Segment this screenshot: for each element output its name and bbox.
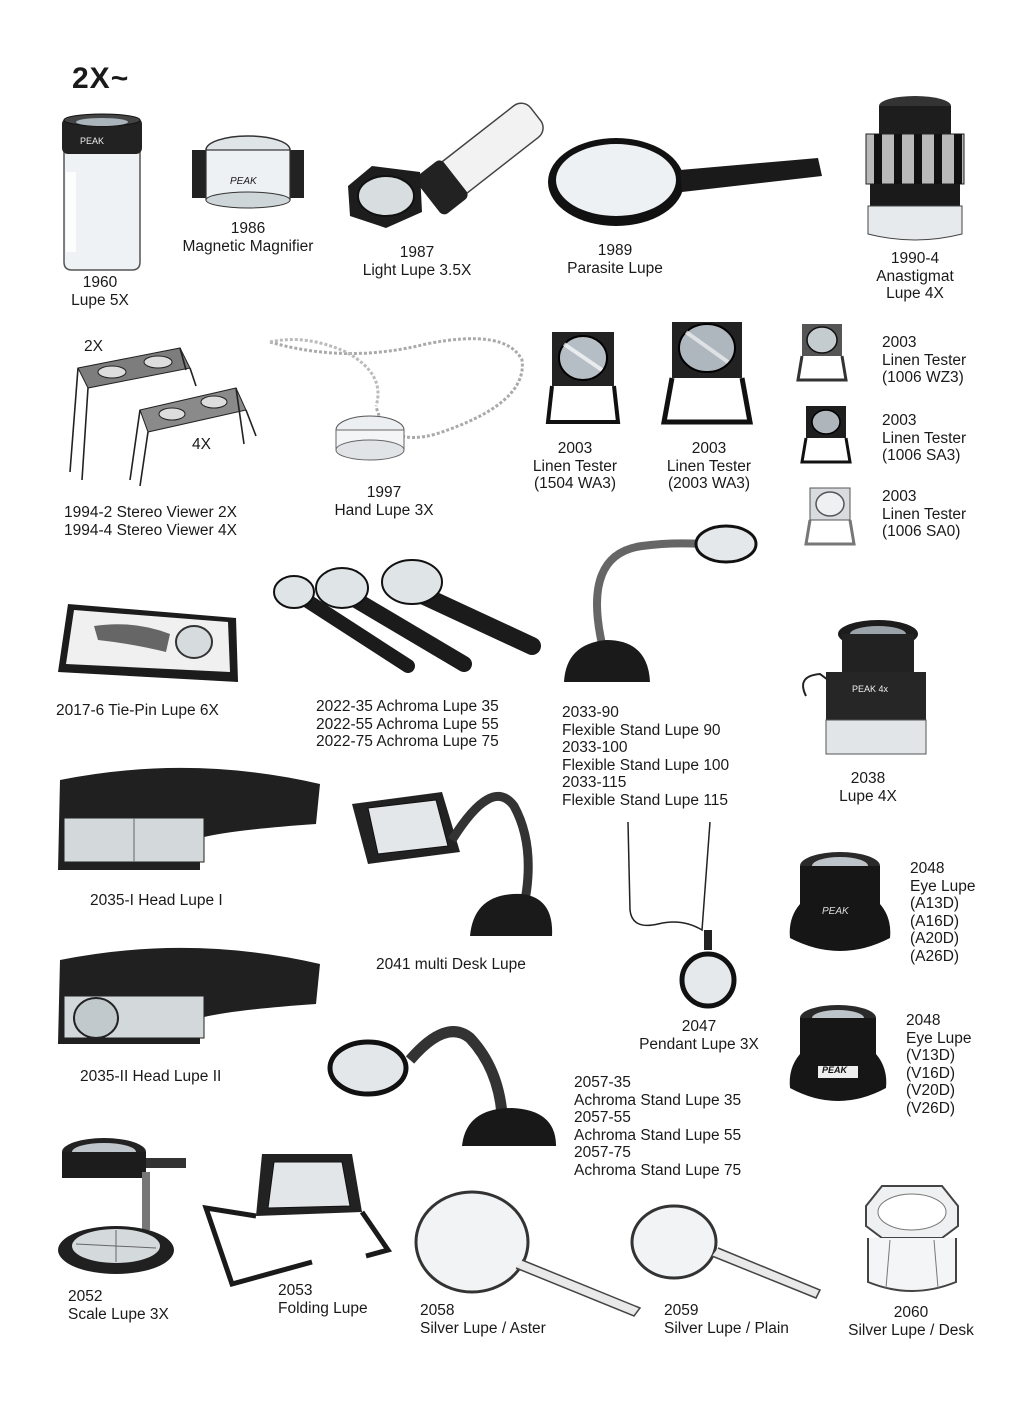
magnetic-magnifier-illustration <box>192 128 304 210</box>
caption-1990-4: 1990-4 Anastigmat Lupe 4X <box>876 250 954 302</box>
caption-1989: 1989 Parasite Lupe <box>567 242 663 277</box>
brand-label: PEAK <box>80 136 105 146</box>
parasite-lupe-illustration <box>546 136 826 230</box>
caption-2060: 2060 Silver Lupe / Desk <box>848 1304 974 1339</box>
caption-1987: 1987 Light Lupe 3.5X <box>362 244 472 279</box>
caption-2047: 2047 Pendant Lupe 3X <box>639 1018 759 1053</box>
eye-lupe-a-illustration <box>788 848 892 960</box>
caption-2003-sa3: 2003 Linen Tester (1006 SA3) <box>882 412 967 464</box>
caption-2038: 2038 Lupe 4X <box>839 770 897 805</box>
caption-2048-a: 2048 Eye Lupe (A13D) (A16D) (A20D) (A26D) <box>910 860 976 965</box>
caption-2003-wz3: 2003 Linen Tester (1006 WZ3) <box>882 334 967 386</box>
silver-lupe-desk-illustration <box>862 1182 962 1298</box>
brand-label: PEAK <box>822 1065 848 1075</box>
caption-2003-sa0: 2003 Linen Tester (1006 SA0) <box>882 488 967 540</box>
caption-2048-v: 2048 Eye Lupe (V13D) (V16D) (V20D) (V26D) <box>906 1012 972 1117</box>
stereo-viewer-illustration <box>60 340 260 490</box>
caption-1994: 1994-2 Stereo Viewer 2X 1994-4 Stereo Viewer 4X <box>64 504 237 539</box>
anastigmat-lupe-illustration <box>860 94 970 244</box>
scale-lupe-illustration <box>54 1132 194 1280</box>
caption-2041: 2041 multi Desk Lupe <box>376 956 526 973</box>
multi-desk-lupe-illustration <box>342 786 556 942</box>
flexible-stand-lupe-illustration <box>562 514 762 690</box>
linen-tester-2003-illustration <box>662 312 752 430</box>
caption-2033: 2033-90 Flexible Stand Lupe 90 2033-100 Flexible Stand Lupe 100 2033-115 Flexible Stand Lupe 115 <box>562 704 730 809</box>
pendant-lupe-illustration <box>618 820 728 1010</box>
caption-2003-2003: 2003 Linen Tester (2003 WA3) <box>666 440 752 492</box>
eye-lupe-v-illustration <box>788 1002 888 1110</box>
caption-2052: 2052 Scale Lupe 3X <box>68 1288 169 1323</box>
caption-2003-1504: 2003 Linen Tester (1504 WA3) <box>532 440 618 492</box>
magnification-tag-2x: 2X <box>84 338 103 355</box>
page-heading: 2X~ <box>72 62 130 95</box>
linen-tester-wz3-illustration <box>794 320 850 384</box>
light-lupe-illustration <box>342 86 548 232</box>
linen-tester-sa0-illustration <box>804 484 856 548</box>
caption-2053: 2053 Folding Lupe <box>278 1282 368 1317</box>
caption-2058: 2058 Silver Lupe / Aster <box>420 1302 546 1337</box>
silver-lupe-plain-illustration <box>628 1200 824 1304</box>
caption-1960: 1960 Lupe 5X <box>71 274 129 309</box>
caption-2057: 2057-35 Achroma Stand Lupe 35 2057-55 Achroma Stand Lupe 55 2057-75 Achroma Stand Lupe 75 <box>574 1074 742 1179</box>
caption-1997: 1997 Hand Lupe 3X <box>334 484 434 519</box>
folding-lupe-illustration <box>202 1146 392 1288</box>
caption-2035-ii: 2035-II Head Lupe II <box>80 1068 222 1085</box>
magnification-tag-4x: 4X <box>192 436 211 453</box>
linen-tester-sa3-illustration <box>800 402 852 466</box>
linen-tester-1504-illustration <box>546 324 620 428</box>
caption-2022: 2022-35 Achroma Lupe 35 2022-55 Achroma Lupe 55 2022-75 Achroma Lupe 75 <box>316 698 499 750</box>
achroma-lupe-set-illustration <box>270 556 540 676</box>
caption-2059: 2059 Silver Lupe / Plain <box>664 1302 789 1337</box>
head-lupe-1-illustration <box>50 760 326 878</box>
tie-pin-lupe-illustration <box>54 600 244 696</box>
brand-label: PEAK <box>822 906 849 917</box>
caption-2035-i: 2035-I Head Lupe I <box>90 892 223 909</box>
hand-lupe-illustration <box>266 324 528 474</box>
achroma-stand-lupe-illustration <box>326 1018 562 1150</box>
brand-label: PEAK <box>230 176 257 187</box>
caption-2017-6: 2017-6 Tie-Pin Lupe 6X <box>56 702 219 719</box>
head-lupe-2-illustration <box>50 940 326 1054</box>
caption-1986: 1986 Magnetic Magnifier <box>182 220 314 255</box>
brand-label: PEAK 4x <box>852 684 889 694</box>
